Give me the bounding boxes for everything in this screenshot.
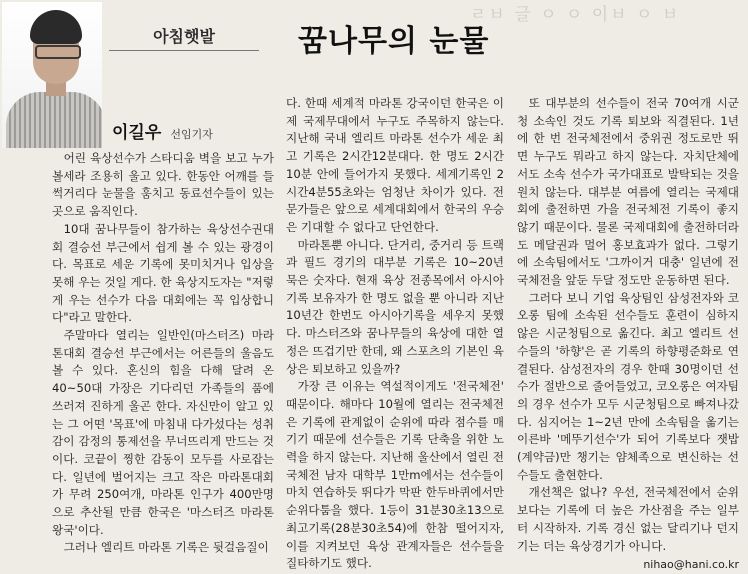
bleed-through-text: ㄹㅂ 글 ㅇ ㅇ 이ㅂ ㅇ ㅂ <box>470 5 681 25</box>
paragraph: 마라톤뿐 아니다. 단거리, 중거리 등 트랙과 필드 경기의 대부분 기록은 10~20년 묵은 숫자다. 현재 육상 전종목에서 아시아기록 보유자가 한 명도 없을 뿐 아니라 지난 10년간 한번도 아시아기록을 세우지 못했다. 마스터즈와 꿈나무들의 육상에 대한 열정은 뜨겁기만 한데, 왜 스포츠의 기본인 육상은 퇴보하고 있을까? <box>286 237 504 376</box>
column-2 <box>286 95 504 573</box>
photo-hair <box>30 10 82 44</box>
author-name: 이길우 <box>112 123 162 143</box>
paragraph: 주말마다 열리는 일반인(마스터즈) 마라톤대회 결승선 부근에서는 어른들의 울음도 볼 수 있다. 혼신의 힘을 다해 달려 온 40~50대 가장은 기다리던 가족들의 품에 쓰러져 진하게 울곤 한다. 자신만이 알고 있는 그 어떤 '목표'에 마침내 다가섰다는 성취감이 감정의 통제선을 무너뜨리게 만드는 것이다. 코끝이 찡한 감동이 모두를 사로잡는다. 일년에 벌어지는 크고 작은 마라톤대회가 무려 250여개, 마라톤 인구가 400만명으로 추산될 만큼 한국은 '마스터즈 마라톤 왕국'이다. <box>52 328 274 537</box>
section-title: 아침햇발 <box>109 24 259 51</box>
paragraph: 그러나 엘리트 마라톤 기록은 뒷걸음질이 <box>63 540 269 555</box>
column-1 <box>52 150 274 557</box>
column-3 <box>517 95 739 574</box>
photo-glasses <box>35 45 81 59</box>
paragraph: 개선책은 없나? 우선, 전국체전에서 순위보다는 기록에 더 높은 가산점을 주는 일부터 시작하자. 기록 경신 없는 달리기나 던지기는 더는 육상경기가 아니다. <box>517 485 739 553</box>
paragraph: 다. 한때 세계적 마라톤 강국이던 한국은 이제 국제무대에서 누구도 주목하지 않는다. 지난해 국내 엘리트 마라톤 선수가 세운 최고 기록은 2시간12분대다. 한 명도 2시간10분 안에 들어가지 못했다. 세계기록인 2시간4분55초와는 엄청난 차이가 있다. 전문가들은 앞으로 세계대회에서 한국의 우승은 기대할 수 없다고 단언한다. <box>286 96 504 234</box>
paragraph: 어린 육상선수가 스타디움 벽을 보고 누가 볼세라 조용히 울고 있다. 한동안 어깨를 들썩거리다 눈물을 훔치고 동료선수들이 있는 곳으로 움직인다. <box>52 151 274 219</box>
paragraph: 또 대부분의 선수들이 전국 70여개 시군청 소속인 것도 기록 퇴보와 직결된다. 1년에 한 번 전국체전에서 중위권 정도로만 뛰면 누구도 뭐라고 하지 않는다. 자치단체에서도 소속 선수가 국가대표로 발탁되는 것을 원치 않는다. 대부분 여름에 열리는 국제대회에 출전하면 가을 전국체전 기록이 좋지 않기 때문이다. 물론 국제대회에 출전하더라도 메달권과 멀어 홍보효과가 없다. 그렇기에 소속팀에서도 '그까이거 대충' 일년에 전국체전을 앞둔 두달 정도만 운동하면 된다. <box>517 96 739 288</box>
author-photo <box>2 2 102 148</box>
photo-shirt <box>6 92 102 148</box>
paragraph: 가장 큰 이유는 역설적이게도 '전국체전' 때문이다. 해마다 10월에 열리는 전국체전은 기록에 관계없이 순위에 따라 점수를 매기기 때문에 선수들은 기록 단축을 위한 노력을 하지 않는다. 지난해 울산에서 열린 전국체전 남자 대학부 1만m에서는 선수들이 마치 연습하듯 뛰다가 막판 한두바퀴에서만 순위다툼을 했다. 1등이 31분30초13으로 최고기록(28분30초54)에 한참 떨어지자, 이를 지켜보던 육상 관계자들은 선수들을 질타하기도 했다. <box>286 379 504 571</box>
author-role: 선임기자 <box>170 128 213 141</box>
byline <box>112 118 213 143</box>
paragraph: 그러다 보니 기업 육상팀인 삼성전자와 코오롱 팀에 소속된 선수들도 훈련이 심하지 않은 시군청팀으로 옮긴다. 최고 엘리트 선수들의 '하향'은 곧 기록의 하향평준화로 연결된다. 삼성전자의 경우 한때 30명이던 선수가 절반으로 줄어들었고, 코오롱은 여자팀의 경우 선수가 모두 시군청팀으로 빠져나갔다. 심지어는 1~2년 만에 소속팀을 옮기는 이른바 '메뚜기선수'가 되어 기록보다 잿밥(계약금)만 챙기는 얌체족으로 변신하는 선수들도 출현한다. <box>517 290 739 482</box>
paragraph: 10대 꿈나무들이 참가하는 육상선수권대회 결승선 부근에서 쉽게 볼 수 있는 광경이다. 목표로 세운 기록에 못미치거나 입상을 못해 우는 것일 게다. 한 육상지도자는 "저렇게 우는 선수가 다음 대회에는 꼭 입상합니다"라고 말한다. <box>52 221 274 325</box>
author-email: nihao@hani.co.kr <box>643 558 739 572</box>
headline: 꿈나무의 눈물 <box>298 24 490 59</box>
